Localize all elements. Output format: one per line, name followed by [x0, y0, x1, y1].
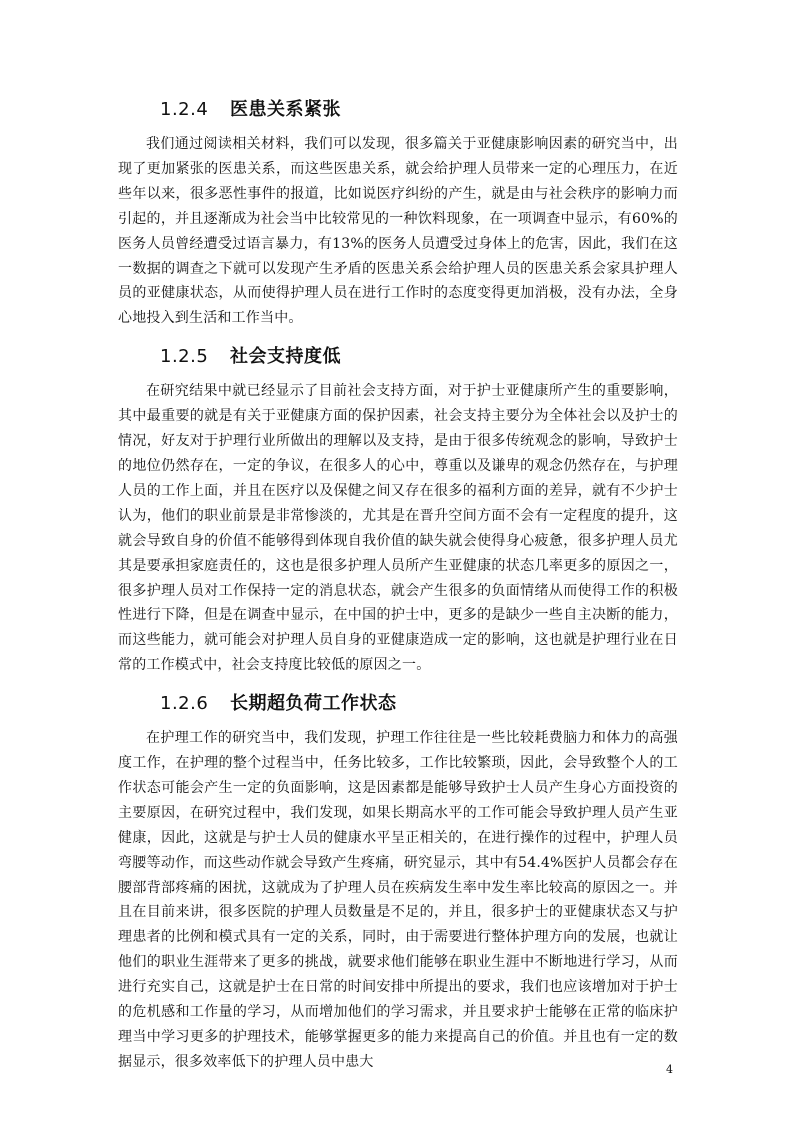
section-title: 社会支持度低 — [230, 346, 341, 368]
section-heading — [118, 92, 678, 128]
section-number: 1.2.4 — [160, 99, 209, 120]
section-1-2-6 — [118, 686, 678, 1075]
section-number: 1.2.6 — [160, 693, 209, 715]
section-paragraph: 在护理工作的研究当中，我们发现，护理工作往往是一些比较耗费脑力和体力的高强度工作，在护理的整个过程当中，任务比较多，工作比较繁琐，因此，会导致整个人的工作状态可能会产生一定的负面影响，这是因素都是能够导致护士人员产生身心方面投资的主要原因，在研究过程中，我们发现，如果长期高水平的工作可能会导致护理人员产生亚健康，因此，这就是与护士人员的健康水平呈正相关的，在进行操作的过程中，护理人员弯腰等动作，而这些动作就会导致产生疼痛，研究显示，其中有54.4%医护人员都会存在腰部背部疼痛的困扰，这就成为了护理人员在疾病发生率中发生率比较高的原因之一。并且在目前来讲，很多医院的护理人员数量是不足的，并且，很多护士的亚健康状态又与护理患者的比例和模式具有一定的关系，同时，由于需要进行整体护理方向的发展，也就让他们的职业生涯带来了更多的挑战，就要求他们能够在职业生涯中不断地进行学习，从而进行充实自己，这就是护士在日常的时间安排中所提出的要求，我们也应该增加对于护士的危机感和工作量的学习，从而增加他们的学习需求，并且要求护士能够在正常的临床护理当中学习更多的护理技术，能够掌握更多的能力来提高自己的价值。并且也有一定的数据显示，很多效率低下的护理人员中患大 — [118, 730, 678, 1070]
section-number: 1.2.5 — [160, 346, 209, 368]
section-1-2-4 — [118, 92, 678, 331]
section-title: 长期超负荷工作状态 — [230, 693, 397, 715]
section-1-2-5 — [118, 339, 678, 678]
section-title: 医患关系紧张 — [230, 99, 341, 120]
section-paragraph: 我们通过阅读相关材料，我们可以发现，很多篇关于亚健康影响因素的研究当中，出现了更加紧张的医患关系，而这些医患关系，就会给护理人员带来一定的心理压力，在近些年以来，很多恶性事件的报道，比如说医疗纠纷的产生，就是由与社会秩序的影响力而引起的，并且逐渐成为社会当中比较常见的一种饮料现象，在一项调查中显示，有60%的医务人员曾经遭受过语言暴力，有13%的医务人员遭受过身体上的危害，因此，我们在这一数据的调查之下就可以发现产生矛盾的医患关系会给护理人员的医患关系会家具护理人员的亚健康状态，从而使得护理人员在进行工作时的态度变得更加消极，没有办法，全身心地投入到生活和工作当中。 — [118, 136, 678, 327]
section-heading — [118, 339, 678, 375]
document-page — [118, 92, 678, 1075]
section-heading — [118, 686, 678, 722]
section-paragraph: 在研究结果中就已经显示了目前社会支持方面，对于护士亚健康所产生的重要影响，其中最重要的就是有关于亚健康方面的保护因素，社会支持主要分为全体社会以及护士的情况，好友对于护理行业所做出的理解以及支持，是由于很多传统观念的影响，导致护士的地位仍然存在，一定的争议，在很多人的心中，尊重以及谦卑的观念仍然存在，与护理人员的工作上面，并且在医疗以及保健之间又存在很多的福利方面的差异，就有不少护士认为，他们的职业前景是非常惨淡的，尤其是在晋升空间方面不会有一定程度的提升，这就会导致自身的价值不能够得到体现自我价值的缺失就会使得身心疲惫，很多护理人员尤其是要承担家庭责任的，这也是很多护理人员所产生亚健康的状态几率更多的原因之一，很多护理人员对工作保持一定的消息状态，就会产生很多的负面情绪从而使得工作的积极性进行下降，但是在调查中显示，在中国的护士中，更多的是缺少一些自主决断的能力，而这些能力，就可能会对护理人员自身的亚健康造成一定的影响，这也就是护理行业在日常的工作模式中，社会支持度比较低的原因之一。 — [118, 383, 678, 674]
page-number: 4 — [666, 1063, 673, 1076]
